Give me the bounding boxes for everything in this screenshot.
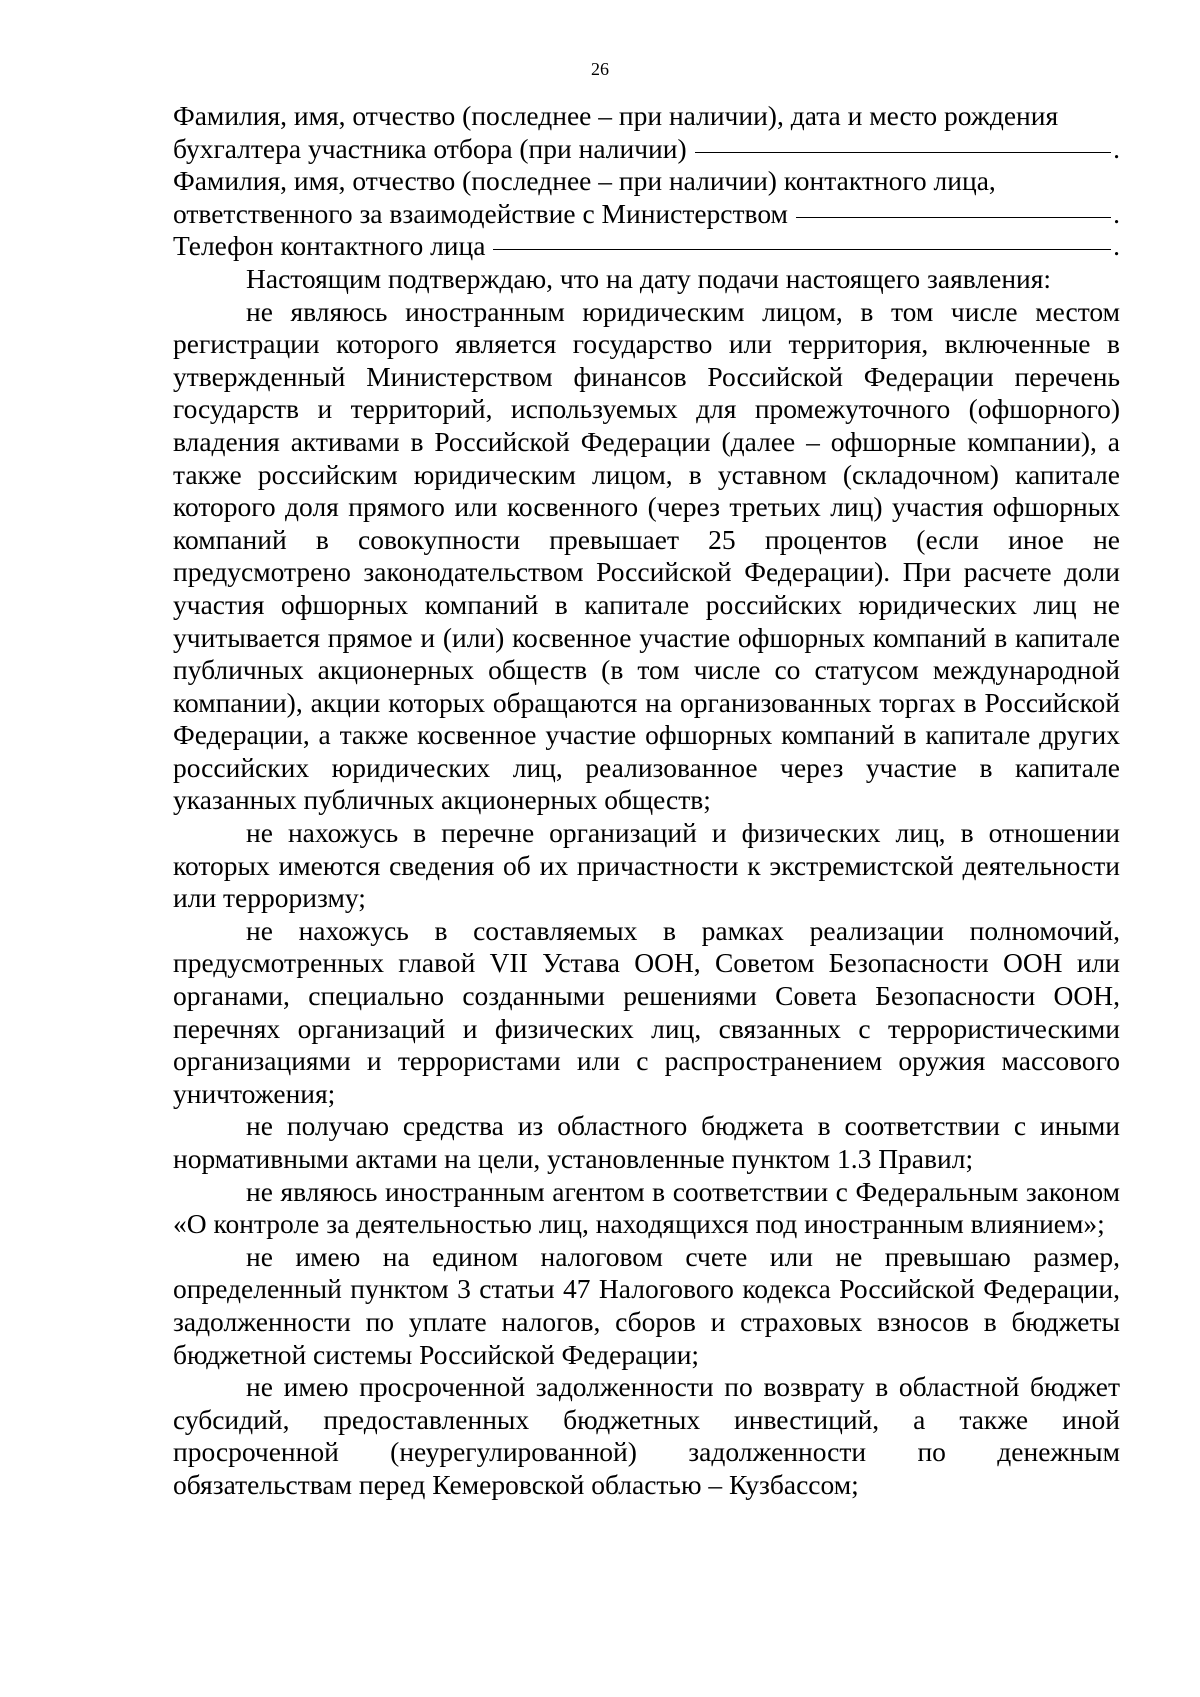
contact-field-line-1: Фамилия, имя, отчество (последнее – при наличии) контактного лица, xyxy=(173,165,996,197)
end-mark: . xyxy=(1113,197,1120,229)
accountant-field-line-2 xyxy=(173,133,1120,166)
phone-field-label: Телефон контактного лица xyxy=(173,230,486,262)
contact-field-label: ответственного за взаимодействие с Министерством xyxy=(173,197,788,229)
end-mark: . xyxy=(1113,132,1120,164)
page-number: 26 xyxy=(591,59,609,79)
statement-item: не являюсь иностранным юридическим лицом, в том числе местом регистрации которого является государство или территория, включенные в утвержденный Министерством финансов Российской Федерации перечень государств и территорий, используемых для промежуточного (офшорного) владения активами в Российской Федерации (далее – офшорные компании), а также российским юридическим лицом, в уставном (складочном) капитале которого доля прямого или косвенного (через третьих лиц) участия офшорных компаний в совокупности превышает 25 процентов (если иное не предусмотрено законодательством Российской Федерации). При расчете доли участия офшорных компаний в капитале российских юридических лиц не учитывается прямое и (или) косвенное участие офшорных компаний в капитале публичных акционерных обществ (в том числе со статусом международной компании), акции которых обращаются на организованных торгах в Российской Федерации, а также косвенное участие офшорных компаний в капитале других российских юридических лиц, реализованное через участие в капитале указанных публичных акционерных обществ; xyxy=(173,295,1120,816)
statement-item: не имею на едином налоговом счете или не превышаю размер, определенный пунктом 3 статьи 47 Налогового кодекса Российской Федерации, задолженности по уплате налогов, сборов и страховых взносов в бюджеты бюджетной системы Российской Федерации; xyxy=(173,1240,1120,1370)
contact-field-line-2 xyxy=(173,198,1120,231)
intro-statement: Настоящим подтверждаю, что на дату подачи настоящего заявления: xyxy=(246,262,1052,294)
statement-item: не получаю средства из областного бюджета в соответствии с иными нормативными актами на цели, установленные пунктом 1.3 Правил; xyxy=(173,1110,1120,1174)
document-body xyxy=(173,100,1120,1502)
phone-field-line xyxy=(173,230,1120,263)
contact-blank-line[interactable] xyxy=(796,216,1111,218)
statement-item: не нахожусь в перечне организаций и физических лиц, в отношении которых имеются сведения об их причастности к экстремистской деятельности или терроризму; xyxy=(173,817,1120,914)
statement-item: не имею просроченной задолженности по возврату в областной бюджет субсидий, предоставленных бюджетных инвестиций, а также иной просроченной (неурегулированной) задолженности по денежным обязательствам перед Кемеровской областью – Кузбассом; xyxy=(173,1371,1120,1500)
end-mark: . xyxy=(1113,230,1120,262)
statement-item: не являюсь иностранным агентом в соответствии с Федеральным законом «О контроле за деятельностью лиц, находящихся под иностранным влиянием»; xyxy=(173,1175,1120,1240)
phone-blank-line[interactable] xyxy=(493,248,1111,250)
statement-item: не нахожусь в составляемых в рамках реализации полномочий, предусмотренных главой VII Устава ООН, Советом Безопасности ООН или органами, специально созданными решениями Совета Безопасности ООН, перечнях организаций и физических лиц, связанных с террористическими организациями и террористами или с распространением оружия массового уничтожения; xyxy=(173,914,1120,1109)
accountant-field-line-1: Фамилия, имя, отчество (последнее – при наличии), дата и место рождения xyxy=(173,100,1059,131)
accountant-blank-line[interactable] xyxy=(695,151,1111,153)
accountant-field-label: бухгалтера участника отбора (при наличии) xyxy=(173,132,687,164)
